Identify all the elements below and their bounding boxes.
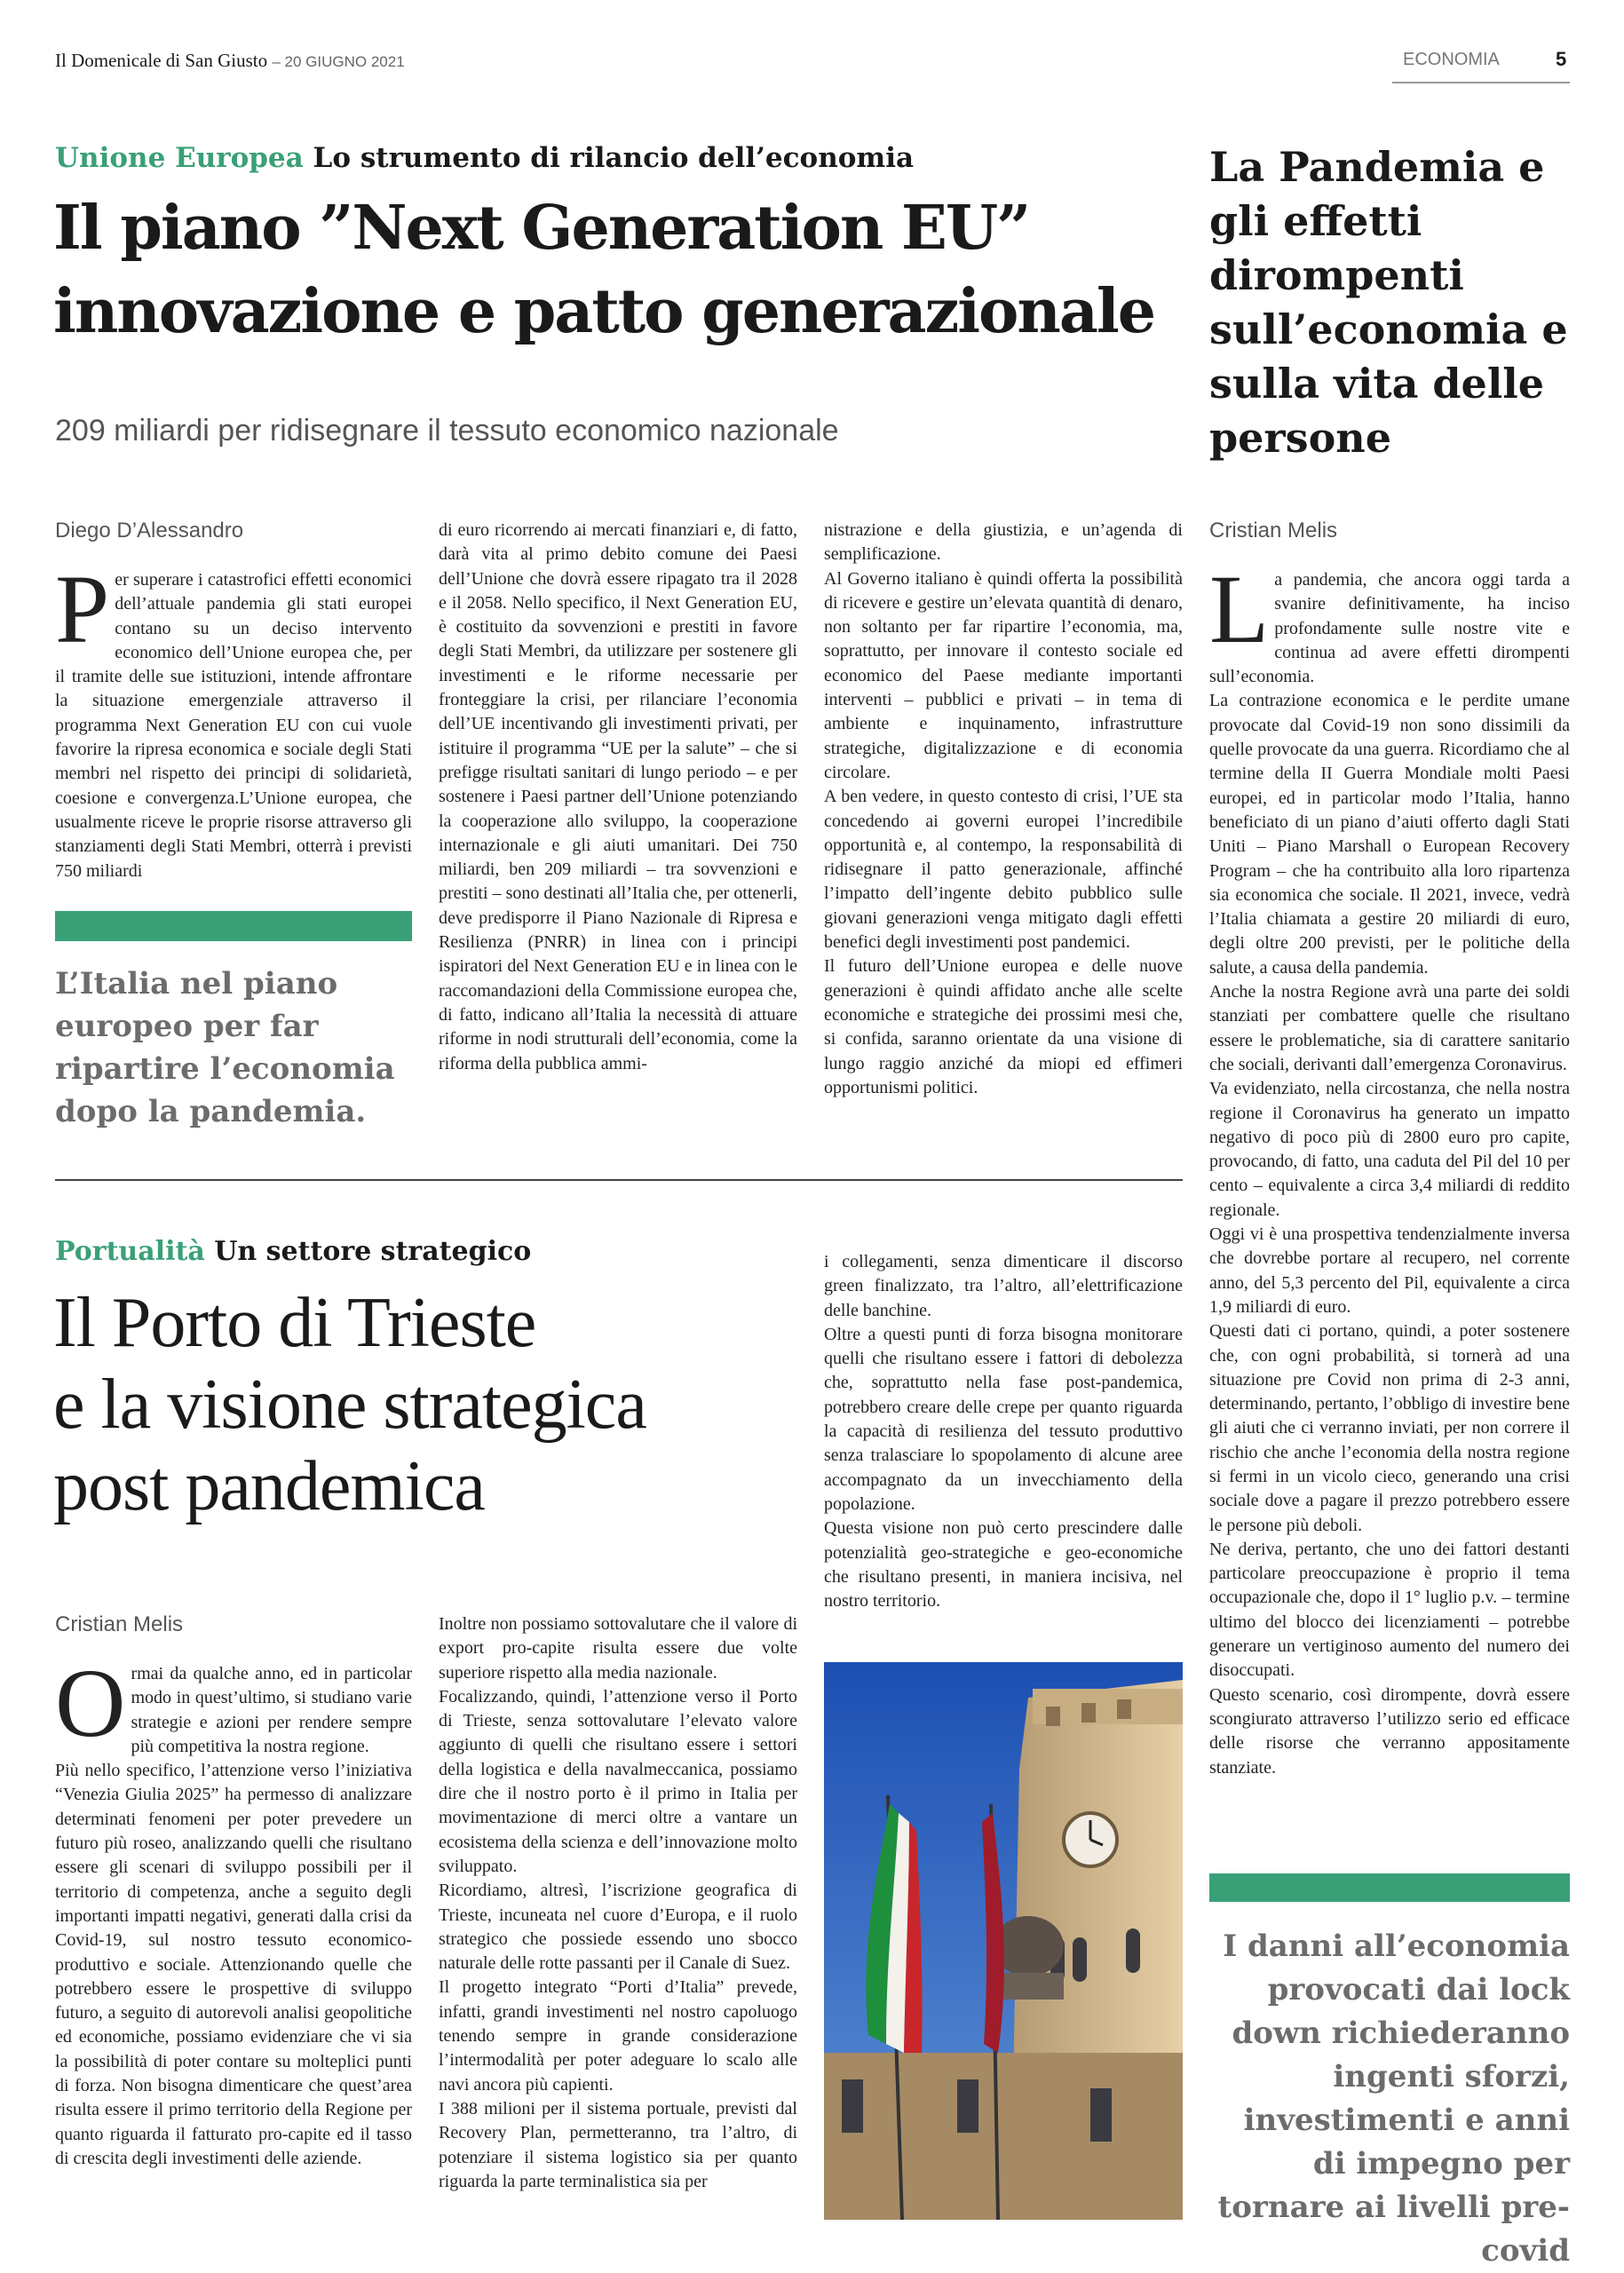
article2-column3 [824, 1250, 1183, 1613]
trieste-photo-illustration [824, 1662, 1183, 2220]
article2-col3-paragraph: Questa visione non può certo prescindere dalle potenzialità geo-strategiche e geo-economiche che risultano presenti, in maniera incisiva, nel nostro territorio. [824, 1518, 1183, 1612]
article-divider [55, 1179, 1183, 1181]
sidebar-paragraph: Oggi vi è una prospettiva tendenzialmente inversa che dovrebbe portare al recupero, nel corrente anno, del 5,3 percento del Pil, equivalente a circa 1,9 miliardi di euro. [1209, 1224, 1570, 1317]
article1-author: Diego D’Alessandro [55, 519, 244, 543]
sidebar-paragraph: Va evidenziato, nella circostanza, che nella nostra regione il Coronavirus ha generato un impatto negativo di poco più di 2800 euro pro capite, provocando, di fatto, una caduta del Pil del 10 per cento – equivalente a circa 3,4 miliardi di reddito regionale. [1209, 1079, 1570, 1220]
newspaper-name: Il Domenicale di San Giusto [55, 50, 268, 71]
article2-column2 [439, 1612, 797, 2194]
sidebar-paragraph: La contrazione economica e le perdite umane provocate dal Covid-19 non sono dissimili da quelle provocate da una guerra. Ricordiamo che al termine della II Guerra Mondiale molti Paesi europei, ed in particolar modo l’Italia, hanno beneficiato di un piano d’aiuti offerto dagli Stati Uniti – Piano Marshall o European Recovery Program – che ha contribuito alla loro ripartenza sia economica che sociale. Il 2021, invece, vedrà l’Italia chiamata a gestire 20 miliardi di euro, degli oltre 200 previsti, per le politiche della salute, a causa della pandemia. [1209, 691, 1570, 978]
article2-col2-paragraph: Focalizzando, quindi, l’attenzione verso il Porto di Trieste, senza sottovalutare l’elevato valore aggiunto di quelli che risultano essere i settori della logistica e della navalmeccanica, possiamo dire che il nostro porto è il primo in Italia per movimentazione di merci oltre a vantare un ecosistema della scienza e dell’innovazione molto sviluppato. [439, 1686, 797, 1876]
article1-col3-paragraph: Il futuro dell’Unione europea e delle nuove generazioni è quindi affidato anche alle scelte economiche e strategiche dei prossimi mesi che, si confida, saranno orientate da una visione di lungo raggio anziché da miopi ed effimeri opportunismi politici. [824, 956, 1183, 1097]
article1-subtitle: 209 miliardi per ridisegnare il tessuto economico nazionale [55, 414, 839, 447]
issue-date: – 20 GIUGNO 2021 [272, 53, 405, 70]
article2-kicker-text: Un settore strategico [214, 1236, 532, 1267]
article1-green-bar [55, 911, 412, 941]
article1-col3-paragraph: nistrazione e della giustizia, e un’agenda di semplificazione. [824, 520, 1183, 565]
sidebar-green-bar [1209, 1873, 1570, 1902]
article2-col1-paragraph: Più nello specifico, l’attenzione verso l’iniziativa “Venezia Giulia 2025” ha permesso di analizzare determinati fenomeni per poter prevedere un futuro più roseo, analizzando quelli che risultano essere gli scenari di sviluppo possibili per il territorio di competenza, anche a seguito degli importanti impatti negativi, generati dalla crisi da Covid-19, sul nostro tessuto economico-produttivo e sociale. Attenzionando quelle che potrebbero essere le prospettive di sviluppo futuro, a seguito di autorevoli analisi geopolitiche ed economiche, possiamo evidenziare che vi sia la possibilità di poter contare su molteplici punti di forza. Non bisogna dimenticare che quest’area risulta essere il primo territorio della Regione per quanto riguarda il fatturato pro-capite ed il tasso di crescita degli investimenti delle aziende. [55, 1761, 412, 2168]
article1-col1-text: er superare i catastrofici effetti economici dell’attuale pandemia gli stati europei contano su un deciso intervento economico dell’Unione europea che, per il tramite delle sue istituzioni, intende affrontare la situazione emergenziale attraverso il programma Next Generation EU con cui vuole favorire la ripresa economica e sociale degli Stati membri nel rispetto dei principi di solidarietà, coesione e convergenza.L’Unione europea, che usualmente riceve le proprie risorse attraverso gli stanziamenti degli Stati Membri, otterrà i previsti 750 miliardi [55, 570, 412, 881]
article2-title-line1: Il Porto di Trieste [53, 1284, 536, 1362]
trieste-photo [824, 1662, 1183, 2220]
article1-col2-text: di euro ricorrendo ai mercati finanziari e, di fatto, darà vita al primo debito comune dei Paesi dell’Unione che dovrà essere ripagato tra il 2028 e il 2058. Nello specifico, il Next Generation EU, è costituito da sovvenzioni e prestiti in favore degli Stati Membri, da utilizzare per sostenere gli investimenti e le riforme necessarie per fronteggiare la crisi, per rilanciare l’economia dell’UE incentivando gli investimenti privati, per istituire il programma “UE per la salute” – che si prefigge risultati sanitari di lungo periodo – e per sostenere i Paesi partner dell’Unione potenziando la cooperazione allo sviluppo, la cooperazione internazionale e gli aiuti umanitari. Dei 750 miliardi, ben 209 miliardi – tra sovvenzioni e prestiti – sono destinati all’Italia che, per ottenerli, deve predisporre il Piano Nazionale di Ripresa e Resilienza (PNRR) in linea con i principi ispiratori del Next Generation EU e in linea con le raccomandazioni della Commissione europea che, di fatto, indicano all’Italia la necessità di attuare riforme in nodi strutturali dell’economia, come la riforma della pubblica ammi- [439, 520, 797, 1073]
article1-title-line1: Il piano ”Next Generation EU” [53, 193, 1030, 264]
sidebar-paragraph: Questi dati ci portano, quindi, a poter sostenere che, con ogni probabilità, si tornerà ad una situazione pre Covid non prima di 2-3 anni, determinando, pertanto, l’obbligo di investire bene gli aiuti che ci verranno inviati, per non correre il rischio che anche l’economia della nostra regione si fermi in un vicolo cieco, generando una crisi sociale dove a pagare il prezzo potrebbero essere le persone più deboli. [1209, 1321, 1570, 1535]
article2-col2-paragraph: Ricordiamo, altresì, l’iscrizione geografica di Trieste, incuneata nel cuore d’Europa, e il ruolo strategico che possiede essendo uno sbocco naturale delle rotte passanti per il Canale di Suez. [439, 1881, 797, 1974]
article2-kicker [55, 1236, 531, 1267]
article2-col2-paragraph: I 388 milioni per il sistema portuale, previsti dal Recovery Plan, permetteranno, tra l’altro, di potenziare il sistema logistico sia per quanto riguarda la parte terminalistica sia per [439, 2098, 797, 2191]
section-label: ECONOMIA [1403, 50, 1500, 69]
article1-pullquote: L’Italia nel piano europeo per far ripartire l’economia dopo la pandemia. [55, 966, 395, 1129]
sidebar-paragraph: Anche la nostra Regione avrà una parte dei soldi stanziati per combattere quelle che risultano essere le problematiche, sia di carattere sanitario che sociali, derivanti dall’emergenza Coronavirus. [1209, 982, 1570, 1074]
sidebar-paragraph: a pandemia, che ancora oggi tarda a svanire definitivamente, ha inciso profondamente sulle nostre vite e continua ad avere effetti dirompenti sull’economia. [1209, 570, 1570, 687]
article2-kicker-topic: Portualità [55, 1236, 205, 1267]
article1-title-line2: innovazione e patto generazionale [53, 276, 1155, 347]
article1-kicker-topic: Unione Europea [55, 142, 304, 174]
header-rule [1392, 82, 1570, 83]
article2-col2-paragraph: Inoltre non possiamo sottovalutare che il valore di export pro-capite risulta essere due volte superiore rispetto alla media nazionale. [439, 1614, 797, 1683]
article1-column3 [824, 519, 1183, 1100]
article2-title-line3: post pandemica [53, 1447, 485, 1525]
article1-kicker [55, 142, 914, 174]
article2-column1 [55, 1649, 412, 2171]
article2-dropcap: O [55, 1649, 126, 1757]
article2-col3-paragraph: i collegamenti, senza dimenticare il discorso green finalizzato, tra l’altro, all’elettrificazione delle banchine. [824, 1252, 1183, 1320]
masthead [55, 50, 405, 72]
article2-author: Cristian Melis [55, 1612, 184, 1636]
article1-col3-paragraph: Al Governo italiano è quindi offerta la possibilità di ricevere e gestire un’elevata quantità di denaro, non soltanto per far ripartire l’economia, ma, soprattutto, per innovare il contesto sociale ed economico del Paese mediante importanti interventi – pubblici e privati – in tema di ambiente e inquinamento, infrastrutture strategiche, digitalizzazione e di economia circolare. [824, 568, 1183, 782]
article2-col1-paragraph: rmai da qualche anno, ed in particolar modo in quest’ultimo, si studiano varie strategie e azioni per rendere sempre più competitiva la nostra regione. [131, 1664, 412, 1756]
page-number: 5 [1556, 48, 1567, 70]
article1-column2 [439, 519, 797, 1076]
article1-column1 [55, 555, 412, 883]
sidebar-pullquote: I danni all’economia provocati dai lock down richiederanno ingenti sforzi, investimenti e anni di impegno per tornare ai livelli pre-covid [1217, 1928, 1570, 2269]
article2-title [53, 1282, 646, 1527]
sidebar-dropcap: L [1209, 555, 1270, 663]
sidebar-author: Cristian Melis [1209, 519, 1338, 543]
article2-col2-paragraph: Il progetto integrato “Porti d’Italia” prevede, infatti, grandi investimenti nel nostro capoluogo tenendo sempre in grande considerazione l’intermodalità per poter adeguare lo scalo alle navi ancora più capienti. [439, 1977, 797, 2095]
sidebar-paragraph: Questo scenario, così dirompente, dovrà essere scongiurato attraverso l’utilizzo serio ed efficace delle risorse che verranno appositamente stanziate. [1209, 1684, 1570, 1778]
article2-col3-paragraph: Oltre a questi punti di forza bisogna monitorare quelli che risultano essere i fattori di debolezza che, soprattutto nella fase post-pandemica, potrebbero creare delle crepe per quanto riguarda la capacità di resilienza del tessuto produttivo senza tralasciare lo spopolamento di alcune aree accompagnato da un invecchiamento della popolazione. [824, 1324, 1183, 1514]
article2-title-line2: e la visione strategica [53, 1366, 646, 1444]
article1-kicker-text: Lo strumento di rilancio dell’economia [313, 142, 915, 174]
sidebar-column [1209, 555, 1570, 1780]
sidebar-paragraph: Ne deriva, pertanto, che uno dei fattori destanti particolare preoccupazione è proprio il tema occupazionale che, dopo il 1° luglio p.v. – termine ultimo del blocco dei licenziamenti – potrebbe generare un vertiginoso aumento del numero dei disoccupati. [1209, 1539, 1570, 1681]
article1-dropcap: P [55, 555, 110, 663]
sidebar-title: La Pandemia e gli effetti dirompenti sull’economia e sulla vita delle persone [1209, 143, 1568, 462]
article1-title [53, 186, 1154, 353]
article1-col3-paragraph: A ben vedere, in questo contesto di crisi, l’UE sta concedendo ai governi europei l’incredibile opportunità e, al contempo, la responsabilità di ridisegnare il patto generazionale, affinché l’impatto dell’ingente debito pubblico sulle giovani generazioni venga mitigato dagli effetti benefici degli investimenti post pandemici. [824, 787, 1183, 953]
